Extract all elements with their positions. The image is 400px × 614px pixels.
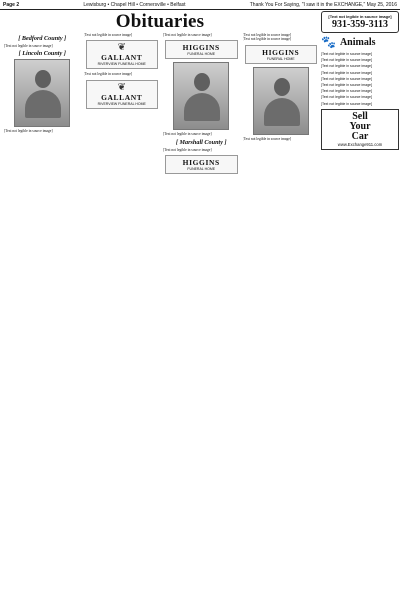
- obituary-text: [Text not legible in source image]: [4, 129, 53, 134]
- obituary-text: [Text not legible in source image]: [242, 37, 292, 42]
- page-header: [0, 0, 400, 10]
- classified-ad: [Text not legible in source image]: [321, 101, 372, 106]
- website-link[interactable]: www.Exchange911.com: [337, 141, 383, 147]
- portrait-photo: [253, 67, 309, 135]
- sell-your-car-ad: Sell Your Car www.Exchange911.com: [321, 109, 399, 150]
- storage-ad: [Text not legible in source image] 931-359-3113: [321, 11, 399, 33]
- dove-icon: ❦: [117, 42, 126, 54]
- classified-ad: [Text not legible in source image]: [321, 70, 372, 75]
- obituary-text: [Text not legible in source image]: [83, 33, 133, 37]
- funeral-home-logo: HIGGINS FUNERAL HOME: [245, 45, 318, 64]
- obituary-column-2: [84, 33, 161, 611]
- funeral-home-logo: HIGGINS FUNERAL HOME: [165, 155, 238, 174]
- obituary-text: [Text not legible in source image]: [163, 132, 212, 137]
- classified-ad: [Text not legible in source image]: [321, 64, 372, 69]
- category-header: 🐾 Animals: [321, 35, 376, 49]
- page-title: Obituaries: [115, 11, 205, 32]
- obituary-columns: [4, 33, 319, 611]
- obituary-column-3: [163, 33, 240, 611]
- classified-ad: [Text not legible in source image]: [321, 76, 372, 81]
- obituary-text: [Text not legible in source image]: [163, 147, 212, 152]
- dove-icon: ❦: [117, 81, 126, 93]
- portrait-photo: [14, 59, 70, 127]
- obituary-text: [Text not legible in source image]: [4, 44, 53, 48]
- obituary-text: [Text not legible in source image]: [242, 33, 292, 37]
- classified-ad: [Text not legible in source image]: [321, 52, 372, 56]
- section-header: [ Lincoln County ]: [18, 50, 66, 58]
- funeral-home-logo: HIGGINS FUNERAL HOME: [165, 40, 238, 59]
- storage-phone: 931-359-3113: [331, 19, 389, 30]
- obituary-text: [Text not legible in source image]: [83, 72, 133, 77]
- paw-icon: 🐾: [321, 35, 336, 49]
- masthead: Lewisburg • Chapel Hill • Cornersville • Belfast: [83, 1, 186, 8]
- funeral-home-logo: ❦ GALLANT RIVERVIEW FUNERAL HOME: [86, 40, 159, 69]
- tagline: Thank You For Saying, "I saw it in the EXCHANGE," May 25, 2016: [249, 1, 397, 8]
- obituary-column-4: [243, 33, 320, 611]
- section-header: [ Bedford County ]: [18, 35, 67, 42]
- obituary-column-1: [4, 33, 81, 611]
- classifieds-sidebar: [321, 11, 399, 611]
- section-header: [ Marshall County ]: [175, 138, 227, 146]
- obituary-text: [Text not legible in source image]: [242, 136, 292, 141]
- classified-ad: [Text not legible in source image]: [321, 58, 372, 63]
- classified-ad: [Text not legible in source image]: [321, 83, 372, 88]
- classified-ad: [Text not legible in source image]: [321, 95, 372, 100]
- classified-ad: [Text not legible in source image]: [321, 89, 372, 94]
- funeral-home-logo: ❦ GALLANT RIVERVIEW FUNERAL HOME: [86, 80, 159, 109]
- portrait-photo: [173, 62, 229, 130]
- obituary-text: [Text not legible in source image]: [163, 33, 212, 37]
- page-number: Page 2: [3, 1, 20, 8]
